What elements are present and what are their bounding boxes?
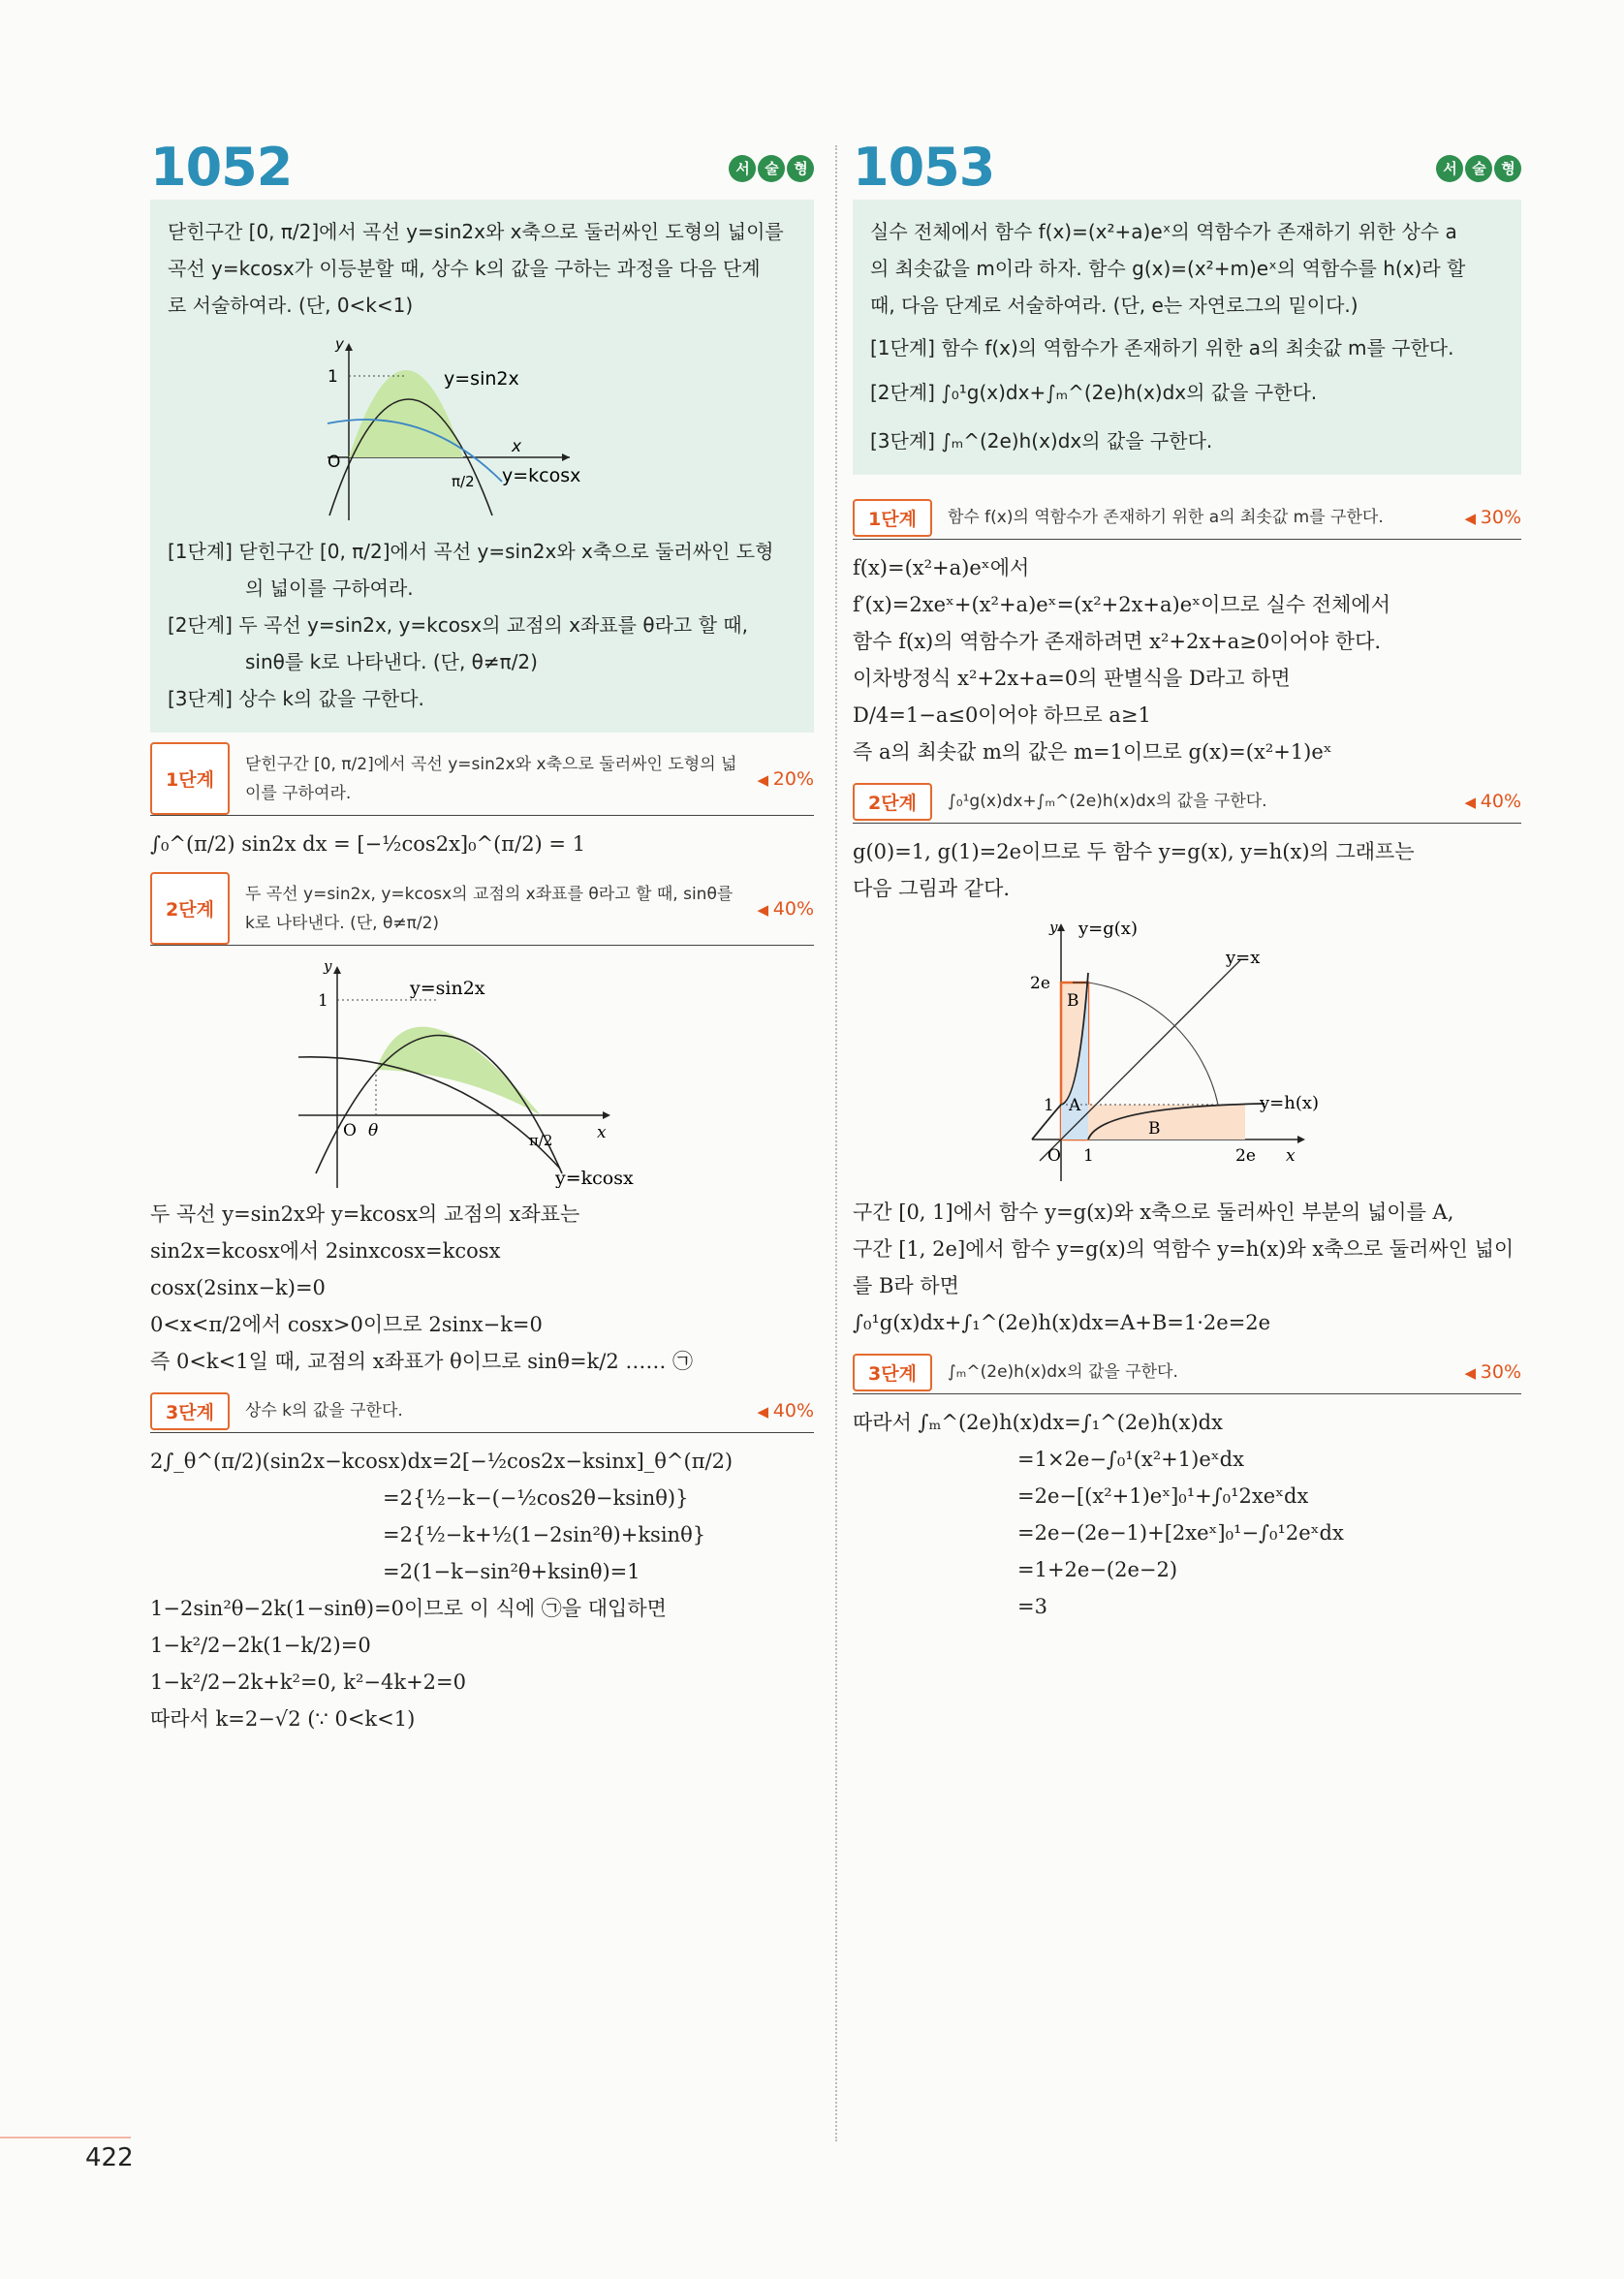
problem-step-3: [3단계] 상수 k의 값을 구한다. bbox=[168, 687, 424, 710]
step-tag: 3단계 bbox=[150, 1392, 230, 1430]
step-1-header bbox=[150, 742, 814, 816]
step-score: ◀ 40% bbox=[757, 1400, 814, 1421]
solution-line: =2e−[(x²+1)eˣ]₀¹+∫₀¹2xeˣdx bbox=[1017, 1484, 1309, 1508]
problem-1053 bbox=[853, 136, 1521, 1625]
solution-line: D/4=1−a≤0이어야 하므로 a≥1 bbox=[853, 703, 1151, 727]
solution-line: 를 B라 하면 bbox=[853, 1274, 959, 1297]
solution-line: 구간 [0, 1]에서 함수 y=g(x)와 x축으로 둘러싸인 부분의 넓이를 A, bbox=[853, 1201, 1454, 1224]
intersection-area-graph bbox=[279, 955, 686, 1188]
solution-line: 함수 f(x)의 역함수가 존재하려면 x²+2x+a≥0이어야 한다. bbox=[853, 630, 1382, 653]
problem-line: 로 서술하여라. (단, 0<k<1) bbox=[168, 294, 414, 317]
solution-line: 즉 a의 최솟값 m의 값은 m=1이므로 g(x)=(x²+1)eˣ bbox=[853, 740, 1332, 764]
graph-x-label: x bbox=[511, 437, 521, 456]
inverse-function-area-graph bbox=[993, 915, 1381, 1186]
problem-1052 bbox=[150, 136, 814, 1737]
problem-statement bbox=[853, 200, 1521, 475]
step-tag: 3단계 bbox=[853, 1354, 932, 1391]
step-description: 함수 f(x)의 역함수가 존재하기 위한 a의 최솟값 m를 구한다. bbox=[947, 508, 1384, 527]
problem-number-text: 1053 bbox=[853, 137, 995, 198]
solution-line: 다음 그림과 같다. bbox=[853, 877, 1011, 900]
graph-y-label: y bbox=[1049, 919, 1058, 936]
graph-y-label: y bbox=[323, 957, 331, 975]
step-description: 상수 k의 값을 구한다. bbox=[244, 1401, 403, 1420]
graph-tick-one: 1 bbox=[327, 367, 338, 387]
step-3-header bbox=[150, 1389, 814, 1433]
problem-number bbox=[853, 136, 1521, 200]
step-tag: 2단계 bbox=[853, 783, 932, 821]
step-tag: 2단계 bbox=[150, 872, 230, 945]
step-2-solution-a bbox=[853, 833, 1521, 907]
solution-line: 2∫_θ^(π/2)(sin2x−kcosx)dx=2[−½cos2x−ksinx]_θ^(π/2) bbox=[150, 1450, 734, 1473]
solution-line: ∫₀¹g(x)dx+∫₁^(2e)h(x)dx=A+B=1·2e=2e bbox=[853, 1311, 1271, 1334]
step-score: ◀ 40% bbox=[757, 898, 814, 920]
problem-line: 의 최솟값을 m이라 하자. 함수 g(x)=(x²+m)eˣ의 역함수를 h(x)라 할 bbox=[870, 257, 1466, 280]
problem-statement bbox=[150, 200, 814, 733]
graph-origin: O bbox=[327, 453, 340, 472]
step-2-header bbox=[150, 872, 814, 946]
step-score: ◀ 20% bbox=[757, 768, 814, 790]
step-3-solution bbox=[853, 1404, 1521, 1625]
badge-essay-1: 서 bbox=[1436, 155, 1463, 182]
step-description: ∫₀¹g(x)dx+∫ₘ^(2e)h(x)dx의 값을 구한다. bbox=[947, 792, 1267, 811]
solution-line: =3 bbox=[1017, 1595, 1047, 1618]
sin-curve-label: y=sin2x bbox=[409, 978, 485, 999]
solution-line: 따라서 ∫ₘ^(2e)h(x)dx=∫₁^(2e)h(x)dx bbox=[853, 1411, 1223, 1434]
problem-step-3: [3단계] ∫ₘ^(2e)h(x)dx의 값을 구한다. bbox=[870, 429, 1213, 453]
essay-type-badges bbox=[729, 155, 814, 182]
step-score: ◀ 40% bbox=[1464, 791, 1521, 812]
problem-line: 실수 전체에서 함수 f(x)=(x²+a)eˣ의 역함수가 존재하기 위한 상수 a bbox=[870, 220, 1457, 243]
solution-line: =1+2e−(2e−2) bbox=[1017, 1558, 1178, 1581]
step-1-solution bbox=[150, 826, 814, 862]
solution-line: cosx(2sinx−k)=0 bbox=[150, 1276, 326, 1299]
region-b-label: B bbox=[1148, 1119, 1161, 1139]
graph-tick-pi-half: π/2 bbox=[528, 1132, 552, 1149]
region-a-label: A bbox=[1069, 1096, 1081, 1115]
problem-step-2: [2단계] ∫₀¹g(x)dx+∫ₘ^(2e)h(x)dx의 값을 구한다. bbox=[870, 381, 1318, 404]
solution-line: ∫₀^(π/2) sin2x dx = [−½cos2x]₀^(π/2) = 1 bbox=[150, 832, 586, 856]
solution-line: 즉 0<k<1일 때, 교점의 x좌표가 θ이므로 sinθ=k/2 …… ㉠ bbox=[150, 1350, 694, 1373]
solution-line: 1−k²/2−2k+k²=0, k²−4k+2=0 bbox=[150, 1670, 467, 1694]
solution-line: 이차방정식 x²+2x+a=0의 판별식을 D라고 하면 bbox=[853, 667, 1291, 690]
problem-line: 닫힌구간 [0, π/2]에서 곡선 y=sin2x와 x축으로 둘러싸인 도형의 넓이를 bbox=[168, 220, 784, 243]
graph-origin: O bbox=[342, 1121, 357, 1140]
tick-x-two-e: 2e bbox=[1235, 1146, 1256, 1166]
graph-origin: O bbox=[1047, 1146, 1061, 1166]
step-score: ◀ 30% bbox=[1464, 507, 1521, 528]
solution-line: g(0)=1, g(1)=2e이므로 두 함수 y=g(x), y=h(x)의 그래프는 bbox=[853, 840, 1415, 863]
graph-x-label: x bbox=[1286, 1146, 1296, 1166]
graph-y-label: y bbox=[334, 335, 344, 353]
cos-curve-label: y=kcosx bbox=[554, 1168, 634, 1188]
step-tag: 1단계 bbox=[150, 742, 230, 815]
essay-type-badges bbox=[1436, 155, 1521, 182]
solution-line: 1−k²/2−2k(1−k/2)=0 bbox=[150, 1634, 371, 1657]
step-1-solution bbox=[853, 549, 1521, 770]
solution-line: f(x)=(x²+a)eˣ에서 bbox=[853, 556, 1030, 579]
problem-step-2: [2단계] 두 곡선 y=sin2x, y=kcosx의 교점의 x좌표를 θ라고 할 때, bbox=[168, 613, 748, 637]
solution-line: =2{½−k−(−½cos2θ−ksinθ)} bbox=[383, 1486, 689, 1510]
tick-two-e: 2e bbox=[1030, 974, 1050, 993]
step-1-header bbox=[853, 496, 1521, 540]
solution-line: 1−2sin²θ−2k(1−sinθ)=0이므로 이 식에 ㉠을 대입하면 bbox=[150, 1597, 667, 1620]
problem-steps bbox=[870, 329, 1504, 459]
solution-line: sin2x=kcosx에서 2sinxcosx=kcosx bbox=[150, 1239, 501, 1263]
badge-essay-2: 술 bbox=[1465, 155, 1492, 182]
sine-cosine-area-graph bbox=[308, 331, 657, 525]
solution-line: 0<x<π/2에서 cosx>0이므로 2sinx−k=0 bbox=[150, 1313, 543, 1336]
solution-line: 구간 [1, 2e]에서 함수 y=g(x)의 역함수 y=h(x)와 x축으로 둘러싸인 넓이 bbox=[853, 1237, 1515, 1261]
graph-x-label: x bbox=[596, 1123, 607, 1142]
identity-line-label: y=x bbox=[1226, 948, 1261, 968]
solution-line: =2(1−k−sin²θ+ksinθ)=1 bbox=[383, 1560, 640, 1583]
solution-line: 두 곡선 y=sin2x와 y=kcosx의 교점의 x좌표는 bbox=[150, 1202, 580, 1226]
solution-line: =2e−(2e−1)+[2xeˣ]₀¹−∫₀¹2eˣdx bbox=[1017, 1521, 1344, 1545]
solution-line: =2{½−k+½(1−2sin²θ)+ksinθ} bbox=[383, 1523, 706, 1546]
graph-tick-one: 1 bbox=[317, 991, 328, 1011]
problem-step-1-cont: 의 넓이를 구하여라. bbox=[245, 577, 414, 600]
problem-number-text: 1052 bbox=[150, 137, 293, 198]
tick-one: 1 bbox=[1044, 1096, 1054, 1115]
step-tag: 1단계 bbox=[853, 499, 932, 537]
graph-theta: θ bbox=[367, 1121, 378, 1140]
solution-line: 따라서 k=2−√2 (∵ 0<k<1) bbox=[150, 1707, 416, 1731]
region-b-label-vertical: B bbox=[1067, 991, 1079, 1011]
tick-x-one: 1 bbox=[1083, 1146, 1094, 1166]
problem-step-1: [1단계] 닫힌구간 [0, π/2]에서 곡선 y=sin2x와 x축으로 둘러싸인 도형 bbox=[168, 540, 774, 563]
badge-essay-2: 술 bbox=[758, 155, 785, 182]
problem-line: 곡선 y=kcosx가 이등분할 때, 상수 k의 값을 구하는 과정을 다음 단계 bbox=[168, 257, 761, 280]
graph-tick-pi-half: π/2 bbox=[451, 473, 475, 490]
problem-step-2-cont: sinθ를 k로 나타낸다. (단, θ≠π/2) bbox=[245, 650, 538, 673]
problem-number bbox=[150, 136, 814, 200]
step-3-solution bbox=[150, 1443, 814, 1737]
problem-line: 때, 다음 단계로 서술하여라. (단, e는 자연로그의 밑이다.) bbox=[870, 294, 1359, 317]
step-2-solution bbox=[150, 1196, 814, 1380]
page-footer-rule bbox=[0, 2137, 131, 2139]
cos-curve-label: y=kcosx bbox=[501, 465, 580, 486]
page-number: 422 bbox=[85, 2143, 134, 2172]
solution-line: =1×2e−∫₀¹(x²+1)eˣdx bbox=[1017, 1448, 1244, 1471]
column-divider bbox=[835, 145, 837, 2141]
problem-steps bbox=[168, 533, 796, 717]
badge-essay-3: 형 bbox=[787, 155, 814, 182]
step-3-header bbox=[853, 1351, 1521, 1394]
step-score: ◀ 30% bbox=[1464, 1361, 1521, 1383]
step-description: ∫ₘ^(2e)h(x)dx의 값을 구한다. bbox=[947, 1362, 1178, 1382]
h-curve-label: y=h(x) bbox=[1260, 1093, 1320, 1113]
step-description: 두 곡선 y=sin2x, y=kcosx의 교점의 x좌표를 θ라고 할 때, sinθ를 k로 나타낸다. (단, θ≠π/2) bbox=[244, 884, 734, 933]
g-curve-label: y=g(x) bbox=[1078, 919, 1138, 939]
sin-curve-label: y=sin2x bbox=[443, 368, 519, 390]
step-2-header bbox=[853, 780, 1521, 824]
solution-line: f′(x)=2xeˣ+(x²+a)eˣ=(x²+2x+a)eˣ이므로 실수 전체에서 bbox=[853, 593, 1390, 616]
problem-step-1: [1단계] 함수 f(x)의 역함수가 존재하기 위한 a의 최솟값 m를 구한다. bbox=[870, 336, 1454, 359]
step-2-solution-b bbox=[853, 1194, 1521, 1341]
badge-essay-1: 서 bbox=[729, 155, 756, 182]
step-description: 닫힌구간 [0, π/2]에서 곡선 y=sin2x와 x축으로 둘러싸인 도형의 넓이를 구하여라. bbox=[244, 754, 737, 803]
badge-essay-3: 형 bbox=[1494, 155, 1521, 182]
